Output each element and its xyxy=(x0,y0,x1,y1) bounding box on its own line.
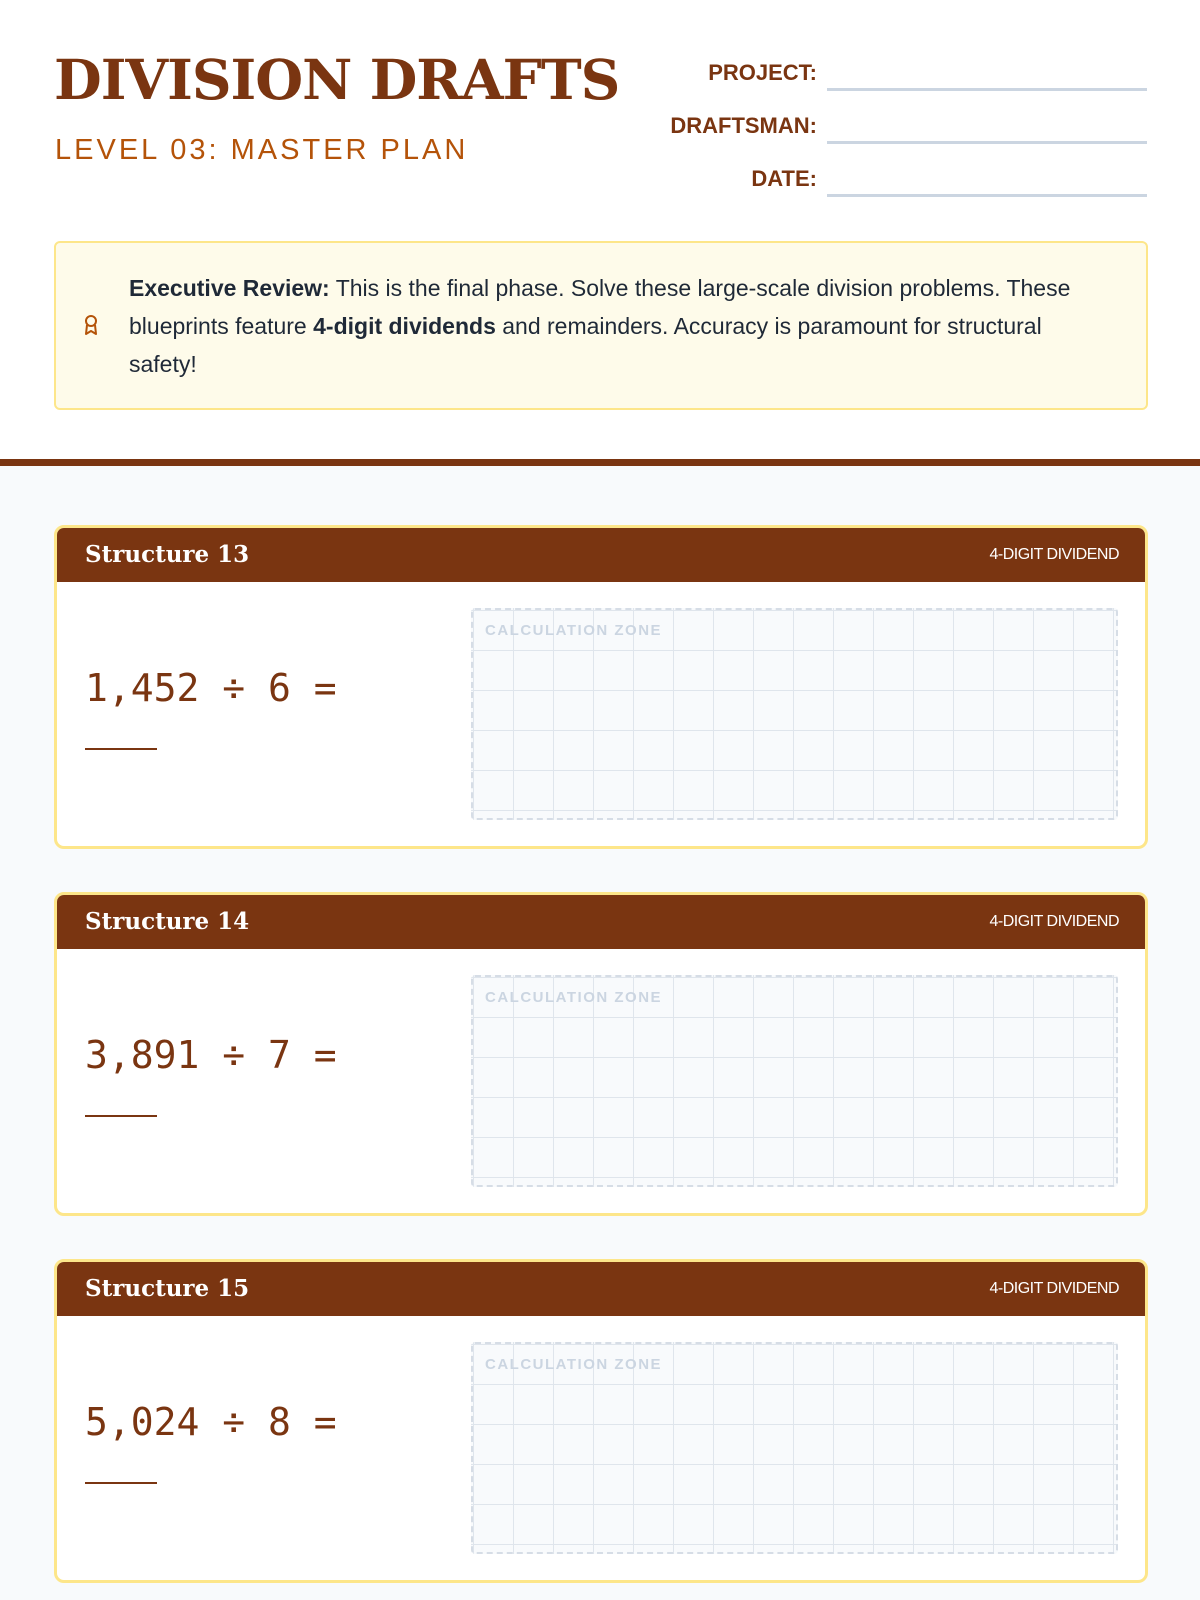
calculation-zone-label: CALCULATION ZONE xyxy=(485,622,663,639)
project-input-line[interactable] xyxy=(827,88,1147,91)
page-title: DIVISION DRAFTS xyxy=(54,47,620,112)
notice-lead: Executive Review: xyxy=(129,275,330,301)
calculation-zone[interactable] xyxy=(471,975,1118,1187)
project-field xyxy=(640,58,1147,111)
date-input-line[interactable] xyxy=(827,194,1147,197)
calculation-zone-label: CALCULATION ZONE xyxy=(485,1356,663,1373)
date-label: DATE: xyxy=(751,166,817,191)
dividend-badge: 4-DIGIT DIVIDEND xyxy=(989,546,1119,563)
notice-text-part1: This is the final phase. Solve these large-scale division problems. These blueprints feature xyxy=(129,275,1071,339)
draftsman-input-line[interactable] xyxy=(827,141,1147,144)
notice-text-part2: and remainders. Accuracy is paramount for structural safety! xyxy=(129,313,1042,377)
answer-blank[interactable] xyxy=(85,748,157,750)
dividend-badge: 4-DIGIT DIVIDEND xyxy=(989,1280,1119,1297)
structure-title: Structure 15 xyxy=(85,1275,250,1302)
division-problem: 3,891 ÷ 7 = xyxy=(85,1033,337,1077)
structure-title: Structure 13 xyxy=(85,541,250,568)
structure-card xyxy=(54,525,1148,849)
calculation-zone[interactable] xyxy=(471,608,1118,820)
division-problem: 5,024 ÷ 8 = xyxy=(85,1400,337,1444)
notice-text xyxy=(129,269,1089,383)
award-icon xyxy=(82,313,100,339)
problems-section xyxy=(0,466,1200,1600)
project-label: PROJECT: xyxy=(708,60,817,85)
answer-blank[interactable] xyxy=(85,1482,157,1484)
draftsman-label: DRAFTSMAN: xyxy=(670,113,817,138)
calculation-zone[interactable] xyxy=(471,1342,1118,1554)
date-field xyxy=(640,164,1147,217)
structure-card xyxy=(54,1259,1148,1583)
worksheet-header xyxy=(0,0,1200,466)
notice-emphasis: 4-digit dividends xyxy=(313,313,496,339)
level-subtitle: LEVEL 03: MASTER PLAN xyxy=(55,134,469,166)
draftsman-field xyxy=(640,111,1147,164)
division-problem: 1,452 ÷ 6 = xyxy=(85,666,337,710)
structure-header xyxy=(57,895,1145,949)
structure-header xyxy=(57,1262,1145,1316)
structure-header xyxy=(57,528,1145,582)
answer-blank[interactable] xyxy=(85,1115,157,1117)
info-fields xyxy=(640,58,1147,217)
structure-card xyxy=(54,892,1148,1216)
calculation-zone-label: CALCULATION ZONE xyxy=(485,989,663,1006)
executive-review-notice xyxy=(54,241,1148,410)
structure-title: Structure 14 xyxy=(85,908,250,935)
dividend-badge: 4-DIGIT DIVIDEND xyxy=(989,913,1119,930)
